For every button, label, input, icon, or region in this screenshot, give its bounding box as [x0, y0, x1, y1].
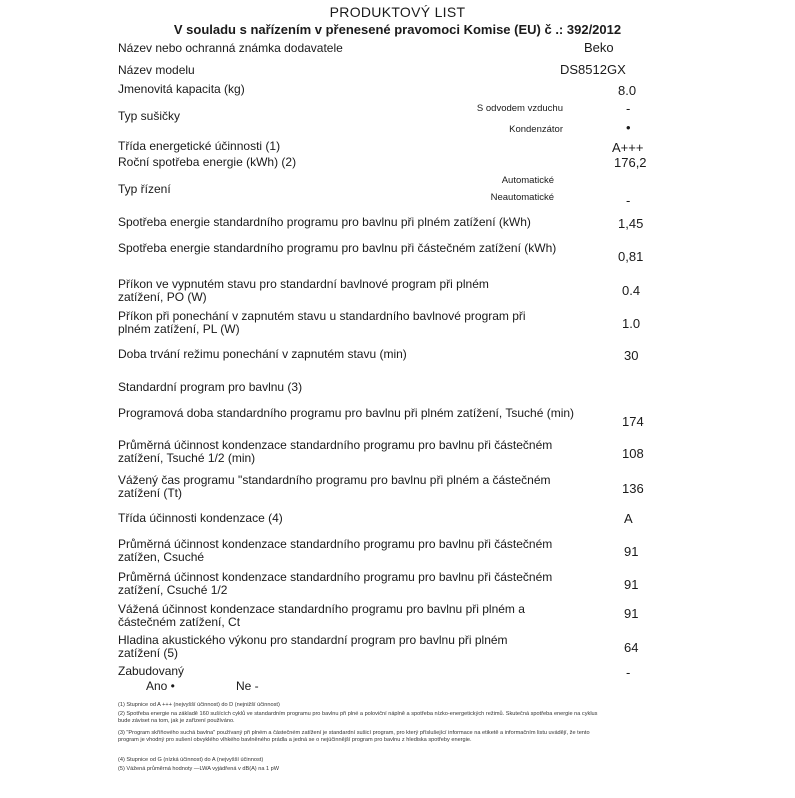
label-control-type: Typ řízení: [118, 182, 171, 196]
label-energy-class: Třída energetické účinnosti (1): [118, 139, 281, 153]
footnote-5: (5) Vážená průměrná hodnoty —LWA vyjádřená v dB(A) na 1 pW: [118, 766, 280, 772]
value-power-off-mode: 0.4: [622, 283, 641, 298]
label-energy-full-load: Spotřeba energie standardního programu pro bavlnu při plném zatížení (kWh): [118, 215, 531, 229]
label-supplier: Název nebo ochranná známka dodavatele: [118, 41, 343, 55]
value-energy-full-load: 1,45: [618, 216, 644, 231]
label-noise-level: Hladina akustického výkonu pro standardní program pro bavlnu při plném zatížení (5): [118, 633, 508, 660]
label-annual-energy: Roční spotřeba energie (kWh) (2): [118, 155, 297, 169]
label-dryer-type: Typ sušičky: [118, 109, 181, 123]
footnote-4: (4) Stupnice od G (nízká účinnost) do A (nejvyšší účinnost): [118, 757, 264, 763]
value-noise-level: 64: [624, 640, 639, 655]
label-capacity: Jmenovitá kapacita (kg): [118, 82, 245, 96]
label-model: Název modelu: [118, 63, 195, 77]
value-condensation-full: 91: [624, 544, 639, 559]
value-model: DS8512GX: [560, 62, 626, 77]
label-weighted-condensation: Vážená účinnost kondenzace standardního programu pro bavlnu při plném a částečném zatížení, Ct: [118, 602, 525, 629]
sub-condenser: Kondenzátor: [509, 124, 563, 135]
label-left-on-duration: Doba trvání režimu ponechání v zapnutém stavu (min): [118, 347, 407, 361]
value-weighted-condensation: 91: [624, 606, 639, 621]
value-energy-class: A+++: [612, 140, 644, 155]
value-capacity: 8.0: [618, 83, 637, 98]
value-left-on-duration: 30: [624, 348, 639, 363]
label-condensation-partial: Průměrná účinnost kondenzace standardního programu pro bavlnu při částečném zatížení, Csuché 1/2: [118, 570, 553, 597]
sub-air-vented: S odvodem vzduchu: [476, 103, 563, 114]
value-energy-partial-load: 0,81: [618, 249, 644, 264]
label-program-time-partial: Průměrná účinnost kondenzace standardního programu pro bavlnu při částečném zatížení, Tsuché 1/2 (min): [118, 438, 553, 465]
value-condensation-class: A: [624, 511, 633, 526]
value-air-vented: -: [626, 101, 631, 116]
value-condensation-partial: 91: [624, 577, 639, 592]
value-non-automatic: -: [626, 193, 631, 208]
label-condensation-class: Třída účinnosti kondenzace (4): [118, 511, 283, 525]
page-subtitle: V souladu s nařízením v přenesené pravomoci Komise (EU) č .: 392/2012: [173, 22, 622, 37]
value-program-time-partial: 108: [622, 446, 644, 461]
option-no: Ne -: [236, 679, 259, 693]
label-weighted-time: Vážený čas programu "standardního programu pro bavlnu při plném a částečném zatížení (Tt): [118, 473, 551, 500]
label-power-off-mode: Příkon ve vypnutém stavu pro standardní bavlnové program při plném zatížení, PO (W): [118, 277, 489, 304]
footnote-1: (1) Stupnice od A +++ (nejvyšší účinnost) do D (nejnižší účinnost): [118, 702, 280, 708]
option-yes: Ano •: [146, 679, 175, 693]
value-built-in: -: [626, 665, 631, 680]
value-power-left-on: 1.0: [622, 316, 641, 331]
label-condensation-full: Průměrná účinnost kondenzace standardního programu pro bavlnu při částečném zatížen, Csuché: [118, 537, 553, 564]
value-annual-energy: 176,2: [614, 155, 647, 170]
value-program-time-full: 174: [622, 414, 644, 429]
label-built-in: Zabudovaný: [118, 664, 185, 678]
footnote-3: (3) "Program skříňového suchá bavlna" používaný při plném a částečném zatížení je standardní sušicí program, pro který příslušející informace na etiketě a informačním listu uvádějí, že tento program je vhodný pro sušení obvyklého vlhkého bavlněného prádla a jedná se o nejúčinnější program pro bavlnu z hlediska spotřeby energie.: [118, 730, 590, 743]
page-title: PRODUKTOVÝ LIST: [329, 4, 466, 20]
value-supplier: Beko: [584, 40, 614, 55]
label-standard-cotton: Standardní program pro bavlnu (3): [118, 380, 303, 394]
label-power-left-on: Příkon při ponechání v zapnutém stavu u standardního bavlnové program při plném zatížení, PL (W): [118, 309, 526, 336]
label-energy-partial-load: Spotřeba energie standardního programu pro bavlnu při částečném zatížení (kWh): [118, 241, 557, 255]
value-weighted-time: 136: [622, 481, 644, 496]
value-condenser: •: [626, 120, 631, 135]
footnote-2: (2) Spotřeba energie na základě 160 sušících cyklů ve standardním programu pro bavlnu při plné a poloviční náplně a spotřeba nízko-energetických režimů. Skutečná spotřeba energie na cyklus bude záviset na tom, jak je zařízení používáno.: [118, 711, 598, 724]
label-program-time-full: Programová doba standardního programu pro bavlnu při plném zatížení, Tsuché (min): [118, 406, 575, 420]
sub-non-automatic: Neautomatické: [490, 192, 554, 203]
sub-automatic: Automatické: [501, 175, 554, 186]
